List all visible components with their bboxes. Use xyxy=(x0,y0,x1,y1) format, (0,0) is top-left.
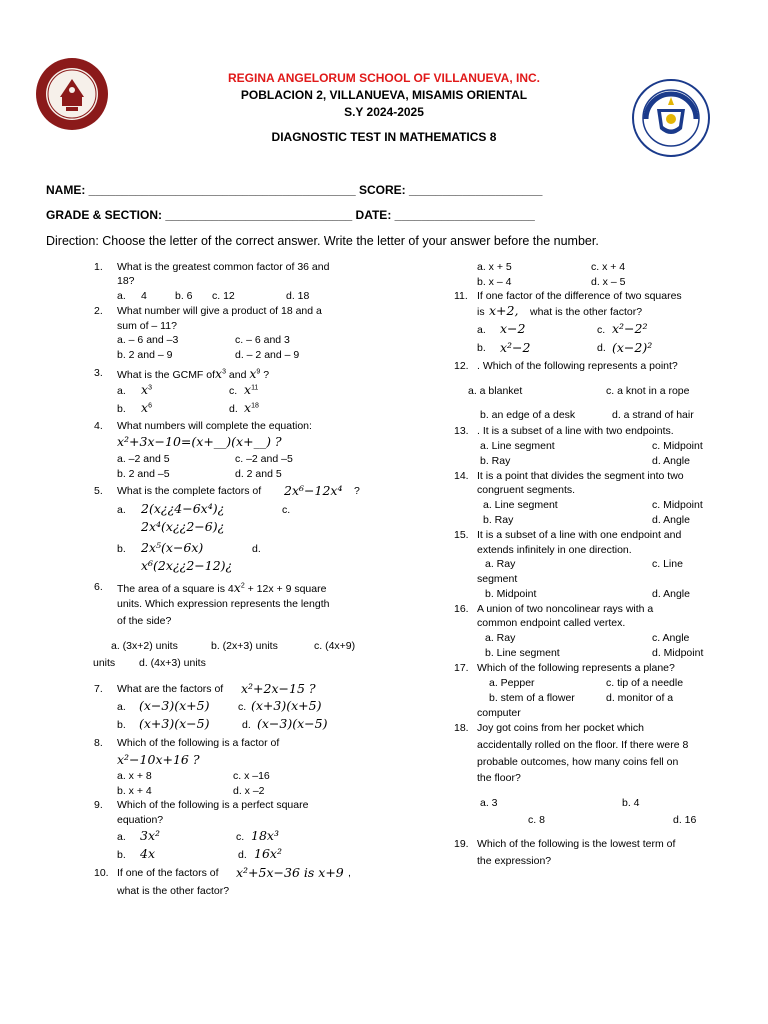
q15-text-line2: extends infinitely in one direction. xyxy=(477,544,632,556)
q10-comma: , xyxy=(348,867,351,879)
q15-number: 15. xyxy=(454,529,469,541)
q4-choice-b: b. 2 and –5 xyxy=(117,468,170,480)
q3-choice-a-label: a. xyxy=(117,385,126,397)
q14-choice-d: d. Angle xyxy=(652,514,690,526)
q18-choice-a: a. 3 xyxy=(480,797,498,809)
q4-choice-c: c. –2 and –5 xyxy=(235,453,293,465)
test-title: DIAGNOSTIC TEST IN MATHEMATICS 8 xyxy=(271,130,497,144)
q9-choice-a: 3x² xyxy=(140,828,161,843)
q9-number: 9. xyxy=(94,799,103,811)
q18-text-line3: probable outcomes, how many coins fell on xyxy=(477,756,679,768)
q9-choice-a-label: a. xyxy=(117,831,126,843)
q5-choice-a-label: a. xyxy=(117,504,126,516)
q13-choice-d: d. Angle xyxy=(652,455,690,467)
q11-choice-b-label: b. xyxy=(477,342,486,354)
q3-choice-b: $x^6$ xyxy=(141,400,152,415)
q11-choice-c: x²−2² xyxy=(612,321,648,336)
q9-choice-b: 4x xyxy=(140,846,156,861)
q8-number: 8. xyxy=(94,737,103,749)
q9-choice-b-label: b. xyxy=(117,849,126,861)
q7-choice-d: (x−3)(x−5) xyxy=(257,716,328,731)
q8-text: Which of the following is a factor of xyxy=(117,737,280,749)
q6-text-line2: units. Which expression represents the length xyxy=(117,598,330,610)
q3-choice-a: $x^3$ xyxy=(141,382,152,397)
q2-choice-d: d. – 2 and – 9 xyxy=(235,349,300,361)
q7-expression: x²+2x−15 ? xyxy=(241,681,316,696)
q17-text: Which of the following represents a plane? xyxy=(477,662,675,674)
q3-choice-b-label: b. xyxy=(117,403,126,415)
q12-choice-c: c. a knot in a rope xyxy=(606,385,690,397)
q12-choice-a: a. a blanket xyxy=(468,385,523,397)
q8-choice-b: b. x + 4 xyxy=(117,785,152,797)
q3-choice-d-label: d. xyxy=(229,403,238,415)
q16-choice-c: c. Angle xyxy=(652,632,690,644)
q15-choice-a: a. Ray xyxy=(485,558,516,570)
q1-text-line1: What is the greatest common factor of 36 and xyxy=(117,261,330,273)
q17-choice-d-continued: computer xyxy=(477,707,521,719)
q9-choice-d-label: d. xyxy=(238,849,247,861)
q16-choice-b: b. Line segment xyxy=(485,647,560,659)
q7-choice-a: (x−3)(x+5) xyxy=(139,698,210,713)
q17-choice-c: c. tip of a needle xyxy=(606,677,684,689)
q4-choice-d: d. 2 and 5 xyxy=(235,468,282,480)
q5-choice-c-label: c. xyxy=(282,504,291,516)
q7-text: What are the factors of xyxy=(117,683,224,695)
q10-text-line1: If one of the factors of xyxy=(117,867,219,879)
q7-choice-b-label: b. xyxy=(117,719,126,731)
q5-choice-d-label: d. xyxy=(252,543,261,555)
q6-choice-a: a. (3x+2) units xyxy=(111,640,178,652)
q10-number: 10. xyxy=(94,867,109,879)
q8-choice-d: d. x –2 xyxy=(233,785,265,797)
q3-number: 3. xyxy=(94,367,103,379)
q13-choice-c: c. Midpoint xyxy=(652,440,703,452)
q12-number: 12. xyxy=(454,360,469,372)
q7-choice-a-label: a. xyxy=(117,701,126,713)
q8-expression: x²−10x+16 ? xyxy=(117,752,200,767)
q4-number: 4. xyxy=(94,420,103,432)
name-score-field: NAME: ________________________________________ SCORE: ____________________ xyxy=(46,183,543,197)
q14-choice-a: a. Line segment xyxy=(483,499,558,511)
q3-choice-d: $x^{18}$ xyxy=(244,400,259,415)
q12-choice-b: b. an edge of a desk xyxy=(480,409,576,421)
q16-choice-a: a. Ray xyxy=(485,632,516,644)
q15-text-line1: It is a subset of a line with one endpoint and xyxy=(477,529,682,541)
q11-choice-b: x²−2 xyxy=(500,340,531,355)
q18-text-line4: the floor? xyxy=(477,772,521,784)
q7-choice-c: (x+3)(x+5) xyxy=(251,698,322,713)
q14-text-line2: congruent segments. xyxy=(477,484,576,496)
school-year: S.Y 2024-2025 xyxy=(344,105,424,119)
q4-equation: x²+3x−10=(x+__)(x+__) ? xyxy=(117,434,282,449)
q14-choice-b: b. Ray xyxy=(483,514,514,526)
q14-text-line1: It is a point that divides the segment into two xyxy=(477,470,684,482)
q10-choice-d: d. x – 5 xyxy=(591,276,626,288)
q10-choice-b: b. x – 4 xyxy=(477,276,512,288)
q11-choice-a: x−2 xyxy=(500,321,526,336)
q6-text-line3: of the side? xyxy=(117,615,172,627)
q11-text-is: is xyxy=(477,306,485,318)
q1-number: 1. xyxy=(94,261,103,273)
q2-choice-b: b. 2 and – 9 xyxy=(117,349,173,361)
q5-choice-a: 2(x¿¿4−6x⁴)¿ xyxy=(141,501,225,516)
q6-number: 6. xyxy=(94,581,103,593)
q15-choice-c: c. Line xyxy=(652,558,683,570)
q18-choice-b: b. 4 xyxy=(622,797,640,809)
q19-number: 19. xyxy=(454,838,469,850)
q5-choice-c: 2x⁴(x¿¿2−6)¿ xyxy=(141,519,225,534)
q11-choice-c-label: c. xyxy=(597,324,606,336)
q13-text: . It is a subset of a line with two endpoints. xyxy=(477,425,674,437)
q11-number: 11. xyxy=(454,290,468,302)
q1-choice-a: 4 xyxy=(141,290,147,302)
q6-choice-d: d. (4x+3) units xyxy=(139,657,206,669)
q17-choice-a: a. Pepper xyxy=(489,677,535,689)
q3-choice-c-label: c. xyxy=(229,385,238,397)
q2-text-line1: What number will give a product of 18 and a xyxy=(117,305,322,317)
q1-choice-c: c. 12 xyxy=(212,290,235,302)
q5-choice-d: x⁶(2x¿¿2−12)¿ xyxy=(141,558,233,573)
q10-expression: x²+5x−36 is x+9 xyxy=(236,865,344,880)
q13-choice-b: b. Ray xyxy=(480,455,511,467)
q7-choice-d-label: d. xyxy=(242,719,251,731)
q13-choice-a: a. Line segment xyxy=(480,440,555,452)
q5-question-mark: ? xyxy=(354,485,360,497)
q18-text-line2: accidentally rolled on the floor. If there were 8 xyxy=(477,739,689,751)
q6-text-line1: The area of a square is $4x^2 + 12x + 9$ square xyxy=(117,580,327,595)
q18-choice-c: c. 8 xyxy=(528,814,545,826)
q16-text-line1: A union of two noncolinear rays with a xyxy=(477,603,654,615)
q8-choice-c: c. x –16 xyxy=(233,770,270,782)
q2-choice-c: c. – 6 and 3 xyxy=(235,334,290,346)
q15-choice-d: d. Angle xyxy=(652,588,690,600)
q12-choice-d: d. a strand of hair xyxy=(612,409,694,421)
q19-text-line1: Which of the following is the lowest term of xyxy=(477,838,676,850)
q1-choice-b: b. 6 xyxy=(175,290,193,302)
q8-choice-a: a. x + 8 xyxy=(117,770,152,782)
q9-text-line2: equation? xyxy=(117,814,164,826)
q1-text-line2: 18? xyxy=(117,275,135,287)
q16-choice-d: d. Midpoint xyxy=(652,647,704,659)
q10-choice-a: a. x + 5 xyxy=(477,261,512,273)
q7-choice-b: (x+3)(x−5) xyxy=(139,716,210,731)
q2-number: 2. xyxy=(94,305,103,317)
q4-choice-a: a. –2 and 5 xyxy=(117,453,170,465)
q9-choice-c-label: c. xyxy=(236,831,245,843)
q17-choice-b: b. stem of a flower xyxy=(489,692,575,704)
q19-text-line2: the expression? xyxy=(477,855,552,867)
q11-text-line1: If one factor of the difference of two squares xyxy=(477,290,682,302)
q1-choice-a-label: a. xyxy=(117,290,126,302)
school-address: POBLACION 2, VILLANUEVA, MISAMIS ORIENTAL xyxy=(240,88,528,102)
grade-date-field: GRADE & SECTION: ____________________________ DATE: _____________________ xyxy=(46,208,535,222)
q1-choice-d: d. 18 xyxy=(286,290,310,302)
q5-expression: 2x⁶−12x⁴ xyxy=(284,483,343,498)
q14-choice-c: c. Midpoint xyxy=(652,499,703,511)
q17-choice-d: d. monitor of a xyxy=(606,692,674,704)
q9-text-line1: Which of the following is a perfect square xyxy=(117,799,309,811)
q11-expression: x+2, xyxy=(489,303,519,318)
q7-choice-c-label: c. xyxy=(238,701,247,713)
q11-choice-d: (x−2)² xyxy=(612,340,653,355)
q5-choice-b: 2x⁵(x−6x) xyxy=(141,540,204,555)
q11-choice-a-label: a. xyxy=(477,324,486,336)
q11-text-line2: what is the other factor? xyxy=(530,306,643,318)
q2-choice-a: a. – 6 and –3 xyxy=(117,334,179,346)
q18-choice-d: d. 16 xyxy=(673,814,697,826)
q18-number: 18. xyxy=(454,722,469,734)
q17-number: 17. xyxy=(454,662,469,674)
q10-choice-c: c. x + 4 xyxy=(591,261,626,273)
q2-text-line2: sum of – 11? xyxy=(117,320,177,332)
q15-choice-b: b. Midpoint xyxy=(485,588,537,600)
q7-number: 7. xyxy=(94,683,103,695)
q14-number: 14. xyxy=(454,470,469,482)
q13-number: 13. xyxy=(454,425,469,437)
q5-choice-b-label: b. xyxy=(117,543,126,555)
q12-text: . Which of the following represents a point? xyxy=(477,360,678,372)
q6-choice-c-continued: units xyxy=(93,657,116,669)
q16-number: 16. xyxy=(454,603,469,615)
q15-choice-c-continued: segment xyxy=(477,573,518,585)
q4-text: What numbers will complete the equation: xyxy=(117,420,312,432)
school-name: REGINA ANGELORUM SCHOOL OF VILLANUEVA, INC. xyxy=(227,71,540,85)
q18-text-line1: Joy got coins from her pocket which xyxy=(477,722,644,734)
q6-choice-c: c. (4x+9) xyxy=(314,640,356,652)
q10-text-line2: what is the other factor? xyxy=(117,885,230,897)
q6-choice-b: b. (2x+3) units xyxy=(211,640,278,652)
q9-choice-d: 16x² xyxy=(254,846,282,861)
q3-text: What is the GCMF ofx$^3$ and $x^9$ ? xyxy=(117,366,270,381)
q3-choice-c: $x^{11}$ xyxy=(244,382,259,397)
q5-number: 5. xyxy=(94,485,103,497)
direction-text: Direction: Choose the letter of the correct answer. Write the letter of your answer before the number. xyxy=(46,234,599,248)
q16-text-line2: common endpoint called vertex. xyxy=(477,617,626,629)
q11-choice-d-label: d. xyxy=(597,342,606,354)
q9-choice-c: 18x³ xyxy=(251,828,279,843)
q5-text: What is the complete factors of xyxy=(117,485,262,497)
